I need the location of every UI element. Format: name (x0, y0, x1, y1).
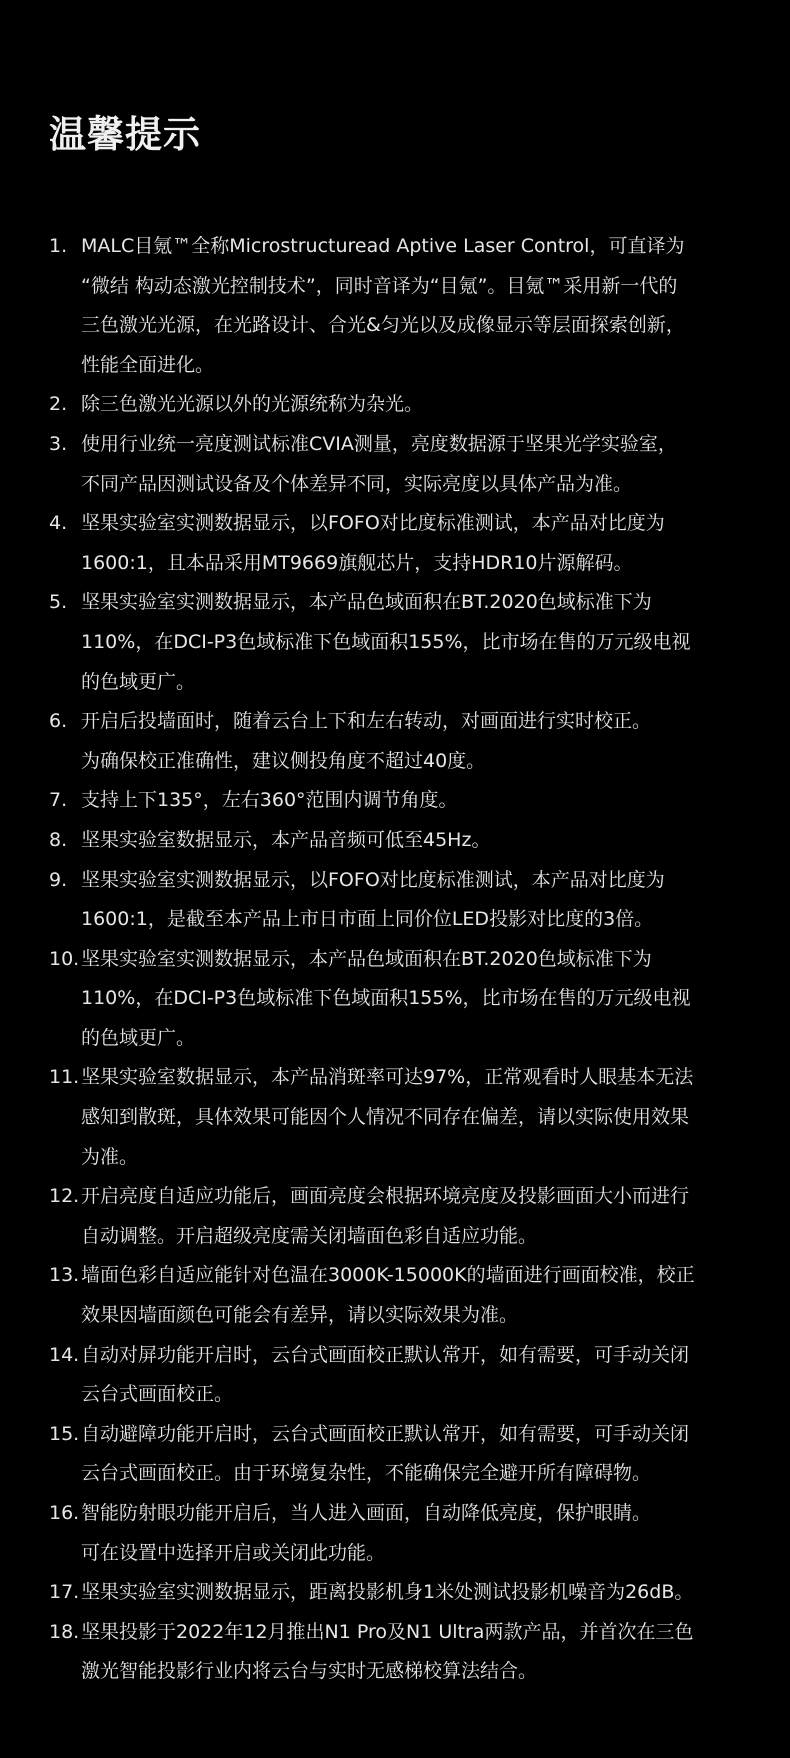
note-text: 除三色激光光源以外的光源统称为杂光。 (81, 393, 424, 416)
note-item (49, 504, 750, 583)
note-text: 坚果实验室实测数据显示，以FOFO对比度标准测试，本产品对比度为 1600:1，且本品采用MT9669旗舰芯片，支持HDR10片源解码。 (81, 512, 665, 574)
note-item (49, 1415, 750, 1494)
note-item (49, 781, 750, 821)
note-number: 12. (49, 1185, 80, 1208)
note-item (49, 1613, 750, 1692)
note-text: 坚果实验室实测数据显示，本产品色域面积在BT.2020色域标准下为 110%，在DCI-P3色域标准下色域面积155%，比市场在售的万元级电视 的色域更广。 (81, 947, 691, 1049)
note-text: 开启后投墙面时，随着云台上下和左右转动，对画面进行实时校正。 为确保校正准确性，建议侧投角度不超过40度。 (81, 710, 652, 772)
note-text: 坚果实验室数据显示，本产品消斑率可达97%，正常观看时人眼基本无法 感知到散斑，具体效果可能因个人情况不同存在偏差，请以实际使用效果 为准。 (81, 1066, 694, 1168)
note-item (49, 583, 750, 702)
note-text: 支持上下135°，左右360°范围内调节角度。 (81, 789, 458, 812)
note-number: 13. (49, 1264, 80, 1287)
note-text: 坚果实验室实测数据显示，距离投影机身1米处测试投影机噪音为26dB。 (81, 1581, 694, 1604)
note-item (49, 940, 750, 1059)
note-item (49, 385, 750, 425)
note-number: 9. (49, 868, 68, 891)
note-item (49, 1177, 750, 1256)
note-item (49, 821, 750, 861)
note-text: 坚果实验室数据显示，本产品音频可低至45Hz。 (81, 828, 491, 851)
note-number: 8. (49, 828, 68, 851)
note-text: 智能防射眼功能开启后，当人进入画面，自动降低亮度，保护眼睛。 可在设置中选择开启或关闭此功能。 (81, 1502, 652, 1564)
note-item (49, 1573, 750, 1613)
note-text: 使用行业统一亮度测试标准CVIA测量，亮度数据源于坚果光学实验室， 不同产品因测试设备及个体差异不同，实际亮度以具体产品为准。 (81, 432, 677, 495)
note-number: 7. (49, 789, 68, 812)
note-number: 14. (49, 1343, 80, 1366)
note-number: 18. (49, 1620, 80, 1643)
note-number: 16. (49, 1502, 80, 1524)
note-item (49, 1336, 750, 1415)
note-text: MALC目氪™全称Microstructuread Aptive Laser Control，可直译为 “微结 构动态激光控制技术”，同时音译为“目氪”。目氪™采用新一代的 三色激光光源，在光路设计、合光&匀光以及成像显示等层面探索创新， 性能全面进化。 (81, 235, 685, 376)
note-number: 2. (49, 393, 68, 416)
note-item (49, 227, 750, 385)
note-number: 15. (49, 1422, 80, 1445)
note-item (49, 1494, 750, 1573)
note-number: 17. (49, 1581, 80, 1604)
note-number: 4. (49, 512, 68, 535)
note-text: 坚果投影于2022年12月推出N1 Pro及N1 Ultra两款产品，并首次在三色 激光智能投影行业内将云台与实时无感梯校算法结合。 (81, 1620, 694, 1683)
note-item (49, 1058, 750, 1177)
note-number: 5. (49, 591, 68, 614)
page-title: 温馨提示 (49, 113, 201, 156)
note-item (49, 1256, 750, 1335)
note-text: 开启亮度自适应功能后，画面亮度会根据环境亮度及投影画面大小而进行 自动调整。开启超级亮度需关闭墙面色彩自适应功能。 (81, 1185, 690, 1247)
note-item (49, 425, 750, 504)
note-text: 坚果实验室实测数据显示，以FOFO对比度标准测试，本产品对比度为 1600:1，是截至本产品上市日市面上同价位LED投影对比度的3倍。 (81, 868, 665, 931)
note-text: 自动避障功能开启时，云台式画面校正默认常开，如有需要，可手动关闭 云台式画面校正。由于环境复杂性，不能确保完全避开所有障碍物。 (81, 1422, 690, 1485)
note-text: 墙面色彩自适应能针对色温在3000K-15000K的墙面进行画面校准，校正 效果因墙面颜色可能会有差异，请以实际效果为准。 (81, 1264, 695, 1327)
note-number: 11. (49, 1066, 80, 1089)
note-text: 自动对屏功能开启时，云台式画面校正默认常开，如有需要，可手动关闭 云台式画面校正。 (81, 1343, 690, 1406)
note-number: 3. (49, 432, 68, 455)
note-number: 10. (49, 947, 80, 970)
notes-list (49, 227, 750, 1692)
note-item (49, 702, 750, 781)
note-item (49, 861, 750, 940)
note-number: 6. (49, 710, 68, 733)
note-text: 坚果实验室实测数据显示，本产品色域面积在BT.2020色域标准下为 110%，在DCI-P3色域标准下色域面积155%，比市场在售的万元级电视 的色域更广。 (81, 591, 691, 693)
note-number: 1. (49, 235, 68, 257)
